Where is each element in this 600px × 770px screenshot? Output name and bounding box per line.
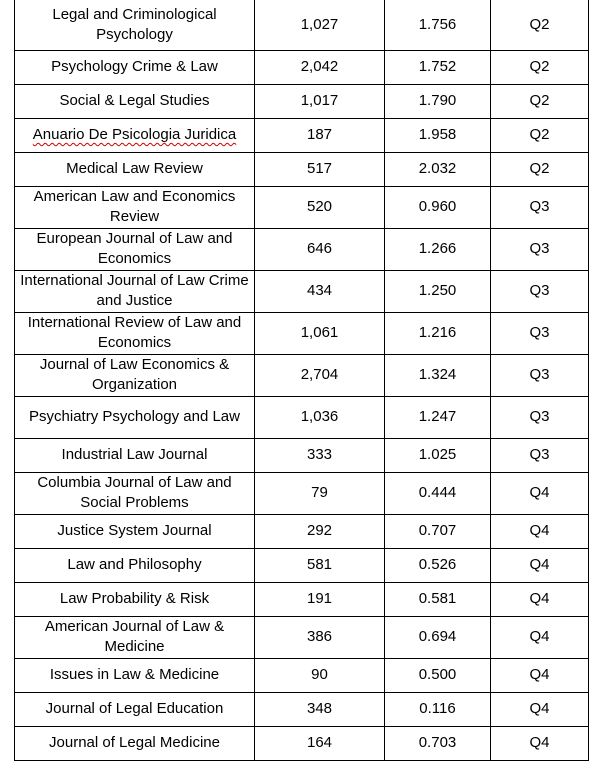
journal-name-cell: Social & Legal Studies	[15, 84, 255, 118]
citations-cell: 386	[255, 616, 385, 658]
citations-cell: 333	[255, 438, 385, 472]
impact-factor-cell: 1.266	[385, 228, 491, 270]
quartile-cell: Q4	[491, 582, 589, 616]
impact-factor-cell: 0.694	[385, 616, 491, 658]
citations-cell: 581	[255, 548, 385, 582]
citations-cell: 517	[255, 152, 385, 186]
table-row	[15, 152, 589, 186]
impact-factor-cell: 0.444	[385, 472, 491, 514]
impact-factor-cell: 1.324	[385, 354, 491, 396]
quartile-cell: Q2	[491, 84, 589, 118]
citations-cell: 1,036	[255, 396, 385, 438]
table-row	[15, 692, 589, 726]
impact-factor-cell: 0.703	[385, 726, 491, 760]
quartile-cell: Q4	[491, 658, 589, 692]
quartile-cell: Q3	[491, 312, 589, 354]
quartile-cell: Q3	[491, 228, 589, 270]
table-row	[15, 84, 589, 118]
citations-cell: 79	[255, 472, 385, 514]
citations-cell: 191	[255, 582, 385, 616]
journal-name-cell: International Review of Law and Economics	[15, 312, 255, 354]
quartile-cell: Q4	[491, 616, 589, 658]
table-row	[15, 354, 589, 396]
quartile-cell: Q2	[491, 152, 589, 186]
journal-name-cell: Law Probability & Risk	[15, 582, 255, 616]
table-row	[15, 658, 589, 692]
table-row	[15, 228, 589, 270]
citations-cell: 348	[255, 692, 385, 726]
journal-table	[14, 0, 589, 761]
quartile-cell: Q2	[491, 0, 589, 50]
journal-name-cell: European Journal of Law and Economics	[15, 228, 255, 270]
table-row	[15, 726, 589, 760]
journal-name-cell: Issues in Law & Medicine	[15, 658, 255, 692]
spellcheck-underlined-text: Anuario De Psicologia Juridica	[32, 126, 237, 143]
citations-cell: 292	[255, 514, 385, 548]
citations-cell: 520	[255, 186, 385, 228]
citations-cell: 164	[255, 726, 385, 760]
impact-factor-cell: 1.250	[385, 270, 491, 312]
table-row	[15, 514, 589, 548]
citations-cell: 90	[255, 658, 385, 692]
impact-factor-cell: 0.960	[385, 186, 491, 228]
journal-table-body	[15, 0, 589, 760]
impact-factor-cell: 1.216	[385, 312, 491, 354]
impact-factor-cell: 1.756	[385, 0, 491, 50]
quartile-cell: Q4	[491, 514, 589, 548]
table-row	[15, 548, 589, 582]
quartile-cell: Q3	[491, 396, 589, 438]
impact-factor-cell: 2.032	[385, 152, 491, 186]
quartile-cell: Q2	[491, 50, 589, 84]
impact-factor-cell: 1.247	[385, 396, 491, 438]
journal-name-cell: Medical Law Review	[15, 152, 255, 186]
journal-name-cell: Legal and Criminological Psychology	[15, 0, 255, 50]
table-row	[15, 438, 589, 472]
journal-name-cell: Industrial Law Journal	[15, 438, 255, 472]
citations-cell: 1,061	[255, 312, 385, 354]
impact-factor-cell: 0.526	[385, 548, 491, 582]
quartile-cell: Q4	[491, 692, 589, 726]
impact-factor-cell: 1.958	[385, 118, 491, 152]
impact-factor-cell: 0.707	[385, 514, 491, 548]
citations-cell: 2,704	[255, 354, 385, 396]
citations-cell: 2,042	[255, 50, 385, 84]
table-row	[15, 312, 589, 354]
table-row	[15, 582, 589, 616]
citations-cell: 646	[255, 228, 385, 270]
quartile-cell: Q3	[491, 186, 589, 228]
journal-name-cell: Psychiatry Psychology and Law	[15, 396, 255, 438]
citations-cell: 434	[255, 270, 385, 312]
quartile-cell: Q2	[491, 118, 589, 152]
quartile-cell: Q3	[491, 270, 589, 312]
journal-name-cell: International Journal of Law Crime and Justice	[15, 270, 255, 312]
impact-factor-cell: 0.116	[385, 692, 491, 726]
citations-cell: 1,027	[255, 0, 385, 50]
impact-factor-cell: 0.581	[385, 582, 491, 616]
journal-name-cell: Journal of Legal Education	[15, 692, 255, 726]
citations-cell: 1,017	[255, 84, 385, 118]
journal-name-cell: Law and Philosophy	[15, 548, 255, 582]
journal-name-cell: Journal of Law Economics & Organization	[15, 354, 255, 396]
journal-name-cell: Columbia Journal of Law and Social Problems	[15, 472, 255, 514]
table-row	[15, 472, 589, 514]
quartile-cell: Q4	[491, 472, 589, 514]
journal-name-cell: Psychology Crime & Law	[15, 50, 255, 84]
journal-name-cell: American Law and Economics Review	[15, 186, 255, 228]
impact-factor-cell: 0.500	[385, 658, 491, 692]
table-row	[15, 270, 589, 312]
impact-factor-cell: 1.025	[385, 438, 491, 472]
quartile-cell: Q3	[491, 354, 589, 396]
table-row	[15, 396, 589, 438]
table-row	[15, 50, 589, 84]
table-row	[15, 0, 589, 50]
table-row	[15, 118, 589, 152]
table-row	[15, 186, 589, 228]
quartile-cell: Q4	[491, 726, 589, 760]
quartile-cell: Q4	[491, 548, 589, 582]
impact-factor-cell: 1.790	[385, 84, 491, 118]
journal-name-cell: Journal of Legal Medicine	[15, 726, 255, 760]
quartile-cell: Q3	[491, 438, 589, 472]
journal-name-cell: American Journal of Law & Medicine	[15, 616, 255, 658]
table-row	[15, 616, 589, 658]
journal-name-cell: Justice System Journal	[15, 514, 255, 548]
journal-name-cell	[15, 118, 255, 152]
impact-factor-cell: 1.752	[385, 50, 491, 84]
citations-cell: 187	[255, 118, 385, 152]
